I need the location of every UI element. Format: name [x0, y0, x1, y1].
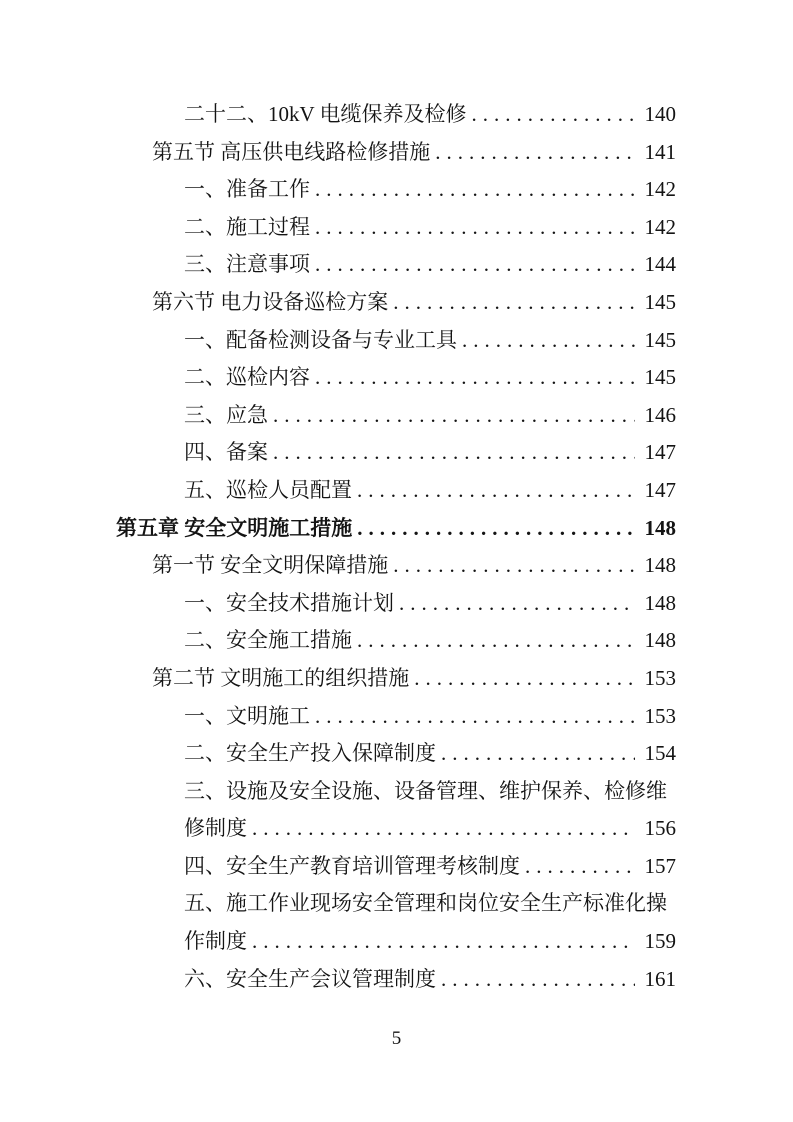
toc-entry-title: 三、设施及安全设施、设备管理、维护保养、检修维	[184, 778, 667, 803]
toc-entry-title: 二、施工过程	[184, 214, 310, 239]
toc-entry-title: 二、巡检内容	[184, 365, 310, 390]
toc-entry	[116, 961, 676, 999]
toc-entry-page: 161	[644, 966, 676, 991]
toc-entry-wrap-line2	[116, 923, 676, 961]
dot-leader	[435, 134, 635, 172]
toc-entry-title: 作制度	[184, 929, 247, 954]
toc-entry-page: 153	[644, 665, 676, 690]
dot-leader	[315, 698, 635, 736]
toc-entry-page: 142	[644, 177, 676, 202]
dot-leader	[441, 961, 635, 999]
toc-entry-title: 一、配备检测设备与专业工具	[184, 327, 457, 352]
toc-entry-page: 141	[644, 139, 676, 164]
dot-leader	[472, 96, 635, 134]
toc-entry	[116, 660, 676, 698]
dot-leader	[273, 397, 635, 435]
dot-leader	[315, 246, 635, 284]
toc-entry-title: 二、安全生产投入保障制度	[184, 741, 436, 766]
toc-entry-title: 第一节 安全文明保障措施	[152, 553, 389, 578]
dot-leader	[315, 209, 635, 247]
dot-leader	[393, 284, 635, 322]
toc-entry-page: 157	[644, 853, 676, 878]
toc-entry-page: 147	[644, 477, 676, 502]
toc-entry-title: 四、备案	[184, 440, 268, 465]
toc-entry-page: 145	[644, 327, 676, 352]
toc-entry-title: 第二节 文明施工的组织措施	[152, 665, 410, 690]
dot-leader	[525, 848, 635, 886]
toc-entry-page: 148	[644, 590, 676, 615]
toc-entry	[116, 171, 676, 209]
toc-entry-page: 144	[644, 252, 676, 277]
toc-entry-title: 修制度	[184, 816, 247, 841]
dot-leader	[462, 322, 635, 360]
toc-entry	[116, 848, 676, 886]
toc-entry-page: 146	[644, 402, 676, 427]
toc-entry-page: 156	[644, 816, 676, 841]
toc-entry	[116, 397, 676, 435]
toc-entry	[116, 359, 676, 397]
dot-leader	[357, 622, 635, 660]
toc-entry-chapter	[116, 510, 676, 548]
dot-leader	[357, 472, 635, 510]
toc-entry-title: 第六节 电力设备巡检方案	[152, 289, 389, 314]
dot-leader	[414, 660, 635, 698]
toc-entry-title: 三、应急	[184, 402, 268, 427]
toc-entry	[116, 322, 676, 360]
toc-entry	[116, 134, 676, 172]
toc-entry	[116, 96, 676, 134]
toc-entry-title: 二、安全施工措施	[184, 628, 352, 653]
toc-entry-title: 一、文明施工	[184, 703, 310, 728]
toc-entry	[116, 698, 676, 736]
dot-leader	[393, 547, 635, 585]
toc-entry-page: 148	[644, 515, 676, 540]
toc-entry-title: 四、安全生产教育培训管理考核制度	[184, 853, 520, 878]
dot-leader	[252, 923, 635, 961]
page-number: 5	[391, 1028, 402, 1049]
toc-entry-wrap-line1	[116, 773, 676, 811]
toc-entry-title: 五、施工作业现场安全管理和岗位安全生产标准化操	[184, 891, 667, 916]
toc-entry-wrap-line2	[116, 810, 676, 848]
toc-entry-page: 148	[644, 628, 676, 653]
toc-entry-title: 一、安全技术措施计划	[184, 590, 394, 615]
toc-entry-title: 六、安全生产会议管理制度	[184, 966, 436, 991]
toc-entry-page: 154	[644, 741, 676, 766]
table-of-contents	[116, 96, 676, 998]
toc-entry-page: 159	[644, 929, 676, 954]
toc-entry	[116, 547, 676, 585]
dot-leader	[399, 585, 635, 623]
toc-entry-title: 一、准备工作	[184, 177, 310, 202]
toc-entry-page: 148	[644, 553, 676, 578]
toc-entry-page: 147	[644, 440, 676, 465]
toc-entry-title: 五、巡检人员配置	[184, 477, 352, 502]
toc-entry	[116, 434, 676, 472]
dot-leader	[273, 434, 635, 472]
toc-entry	[116, 735, 676, 773]
toc-entry	[116, 246, 676, 284]
toc-entry-wrap-line1	[116, 885, 676, 923]
toc-entry-page: 145	[644, 289, 676, 314]
dot-leader	[252, 810, 635, 848]
toc-entry-page: 140	[644, 102, 676, 126]
dot-leader	[315, 359, 635, 397]
toc-entry-title: 第五章 安全文明施工措施	[116, 515, 353, 540]
toc-entry-page: 142	[644, 214, 676, 239]
toc-entry-title: 二十二、10kV 电缆保养及检修	[184, 102, 467, 126]
toc-entry-title: 第五节 高压供电线路检修措施	[152, 139, 431, 164]
toc-entry	[116, 585, 676, 623]
toc-entry	[116, 622, 676, 660]
toc-entry	[116, 284, 676, 322]
toc-entry-page: 145	[644, 365, 676, 390]
toc-entry-page: 153	[644, 703, 676, 728]
toc-entry	[116, 472, 676, 510]
toc-entry-title: 三、注意事项	[184, 252, 310, 277]
dot-leader	[315, 171, 635, 209]
toc-entry	[116, 209, 676, 247]
dot-leader	[357, 510, 635, 548]
dot-leader	[441, 735, 635, 773]
